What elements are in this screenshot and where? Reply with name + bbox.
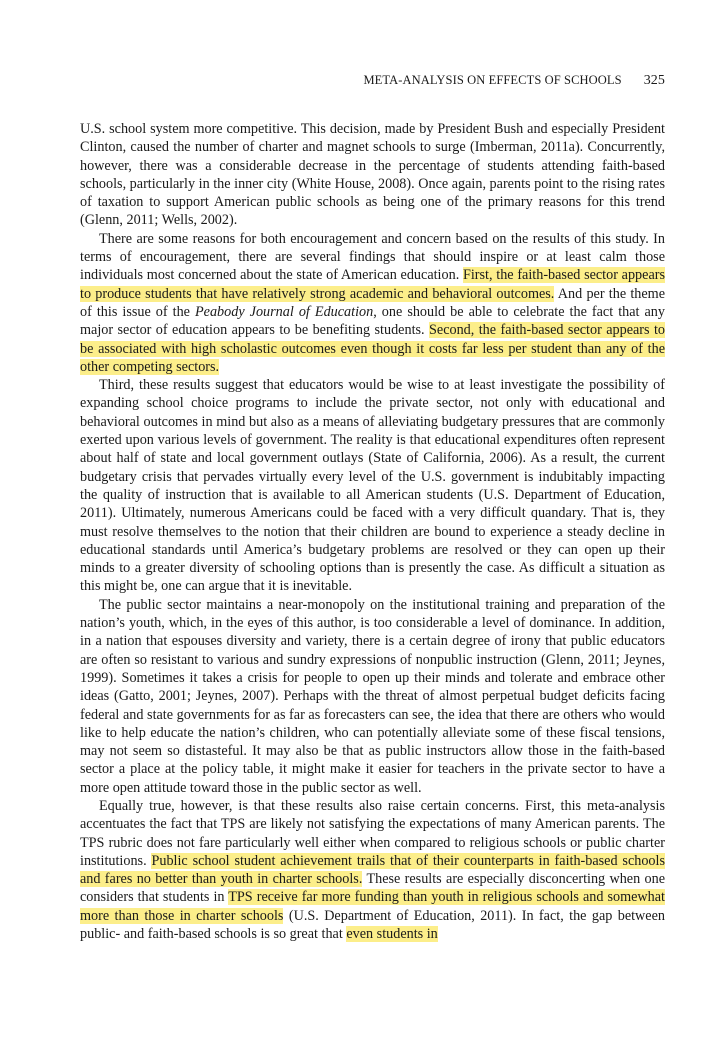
paragraph-text: U.S. school system more competitive. This decision, made by President Bush and especially President Clinton, caused the number of charter and magnet schools to surge (Imberman, 2011a). Concurrently, however, there was a considerable decrease in the percentage of students attending faith-based schools, particularly in the inner city (White House, 2008). Once again, parents point to the rising rates of taxation to support American public schools as being one of the primary reasons for this trend (Glenn, 2011; Wells, 2002). <box>80 121 665 229</box>
body-text <box>80 120 665 943</box>
paragraph <box>80 596 665 797</box>
paragraph-text: And per the theme of this issue of the <box>80 285 665 320</box>
paragraph-text: There are some reasons for both encouragement and concern based on the results of this study. In terms of encouragement, there are several findings that should inspire or at least calm those individuals most concerned about the state of American education. <box>80 230 665 284</box>
highlighted-text: TPS receive far more funding than youth in religious schools and somewhat more than those in charter schools <box>80 889 665 924</box>
highlighted-text: even students in <box>346 926 438 943</box>
paragraph <box>80 120 665 230</box>
page-number: 325 <box>643 73 665 88</box>
paragraph-text: These results are especially disconcerting when one considers that students in <box>80 871 665 906</box>
paragraph <box>80 376 665 596</box>
highlighted-text: Second, the faith-based sector appears to be associated with high scholastic outcomes even though it costs far less per student than any of the other competing sectors. <box>80 322 665 375</box>
paragraph <box>80 797 665 943</box>
paragraph-text: (U.S. Department of Education, 2011). In fact, the gap between public- and faith-based schools is so great that <box>80 907 665 943</box>
highlighted-text: First, the faith-based sector appears to produce students that have relatively strong academic and behavioral outcomes. <box>80 267 665 302</box>
paragraph-text: Equally true, however, is that these results also raise certain concerns. First, this meta-analysis accentuates the fact that TPS are likely not satisfying the expectations of many American parents. The TPS rubric does not fare particularly well either when compared to religious schools or public charter institutions. <box>80 797 665 869</box>
running-title: META-ANALYSIS ON EFFECTS OF SCHOOLS <box>363 73 622 87</box>
paragraph-text: Third, these results suggest that educators would be wise to at least investigate the possibility of expanding school choice programs to include the private sector, not only with educational and behavioral outcomes in mind but also as a means of alleviating budgetary pressures that are commonly exerted upon various levels of government. The reality is that educational expenditures often represent about half of state and local government outlays (State of California, 2006). As a result, the current budgetary crisis that pervades virtually every level of the U.S. government is indubitably impacting the quality of instruction that is available to all American students (U.S. Department of Education, 2011). Ultimately, numerous Americans could be faced with a very difficult quandary. That is, they must resolve themselves to the notion that their children are bound to experience a steady decline in educational standards until America’s budgetary problems are resolved or they can open up their minds to a greater diversity of schooling options than is presently the case. As difficult a situation as this might be, one can argue that it is inevitable. <box>80 377 665 595</box>
highlighted-text: Public school student achievement trails that of their counterparts in faith-based schools and fares no better than youth in charter schools. <box>80 852 665 888</box>
italic-text: Peabody Journal of Education <box>195 303 374 320</box>
paragraph-text: , one should be able to celebrate the fact that any major sector of education appears to be benefiting students. <box>80 303 665 339</box>
paragraph <box>80 230 665 376</box>
running-header <box>363 73 665 89</box>
paragraph-text: The public sector maintains a near-monopoly on the institutional training and preparation of the nation’s youth, which, in the eyes of this author, is too considerable a level of dominance. In addition, in a nation that espouses diversity and variety, there is a certain degree of irony that public educators are often so resistant to various and sundry expressions of nonpublic instruction (Glenn, 2011; Jeynes, 1999). Sometimes it takes a crisis for people to open up their minds and tolerate and embrace other ideas (Gatto, 2001; Jeynes, 2007). Perhaps with the threat of almost perpetual budget deficits facing federal and state governments for as far as forecasters can see, the idea that there are others who would like to help educate the nation’s children, who can potentially alleviate some of these fiscal tensions, may not seem so distasteful. It may also be that as public instructors allow those in the faith-based sector a place at the policy table, it might make it easier for teachers in the private sector to have a more open attitude toward those in the public sector as well. <box>80 596 665 796</box>
